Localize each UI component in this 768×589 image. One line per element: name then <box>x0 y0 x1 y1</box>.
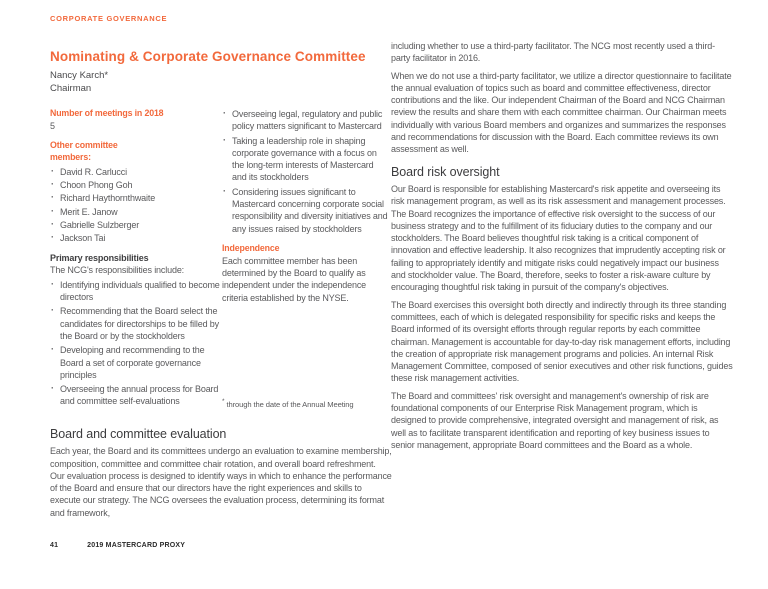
evaluation-section-heading: Board and committee evaluation <box>50 427 227 441</box>
meetings-count: 5 <box>50 120 55 131</box>
responsibility-item: · Overseeing the annual process for Board and committee self-evaluations <box>50 383 220 408</box>
meetings-heading: Number of meetings in 2018 <box>50 108 164 118</box>
responsibility-item: · Considering issues significant to Mastercard concerning corporate social responsibility and diversity initiatives and any issues raised by stockholders <box>222 186 388 235</box>
responsibility-item: · Developing and recommending to the Board a set of corporate governance principles <box>50 344 220 381</box>
section-eyebrow: CORPORATE GOVERNANCE <box>50 14 168 23</box>
responsibilities-list-col1 <box>50 279 220 408</box>
members-heading: Other committee members: <box>50 140 118 162</box>
member-item: · Jackson Tai <box>50 232 220 244</box>
evaluation-section <box>50 428 392 524</box>
responsibility-item: · Identifying individuals qualified to become directors <box>50 279 220 304</box>
footnote-marker: * <box>222 398 225 405</box>
risk-paragraph: The Board exercises this oversight both directly and indirectly through its three standing committees, each of which is delegated responsibility for specific risks and keeps the Board informed of its oversight efforts through regular reports by each committee chairman. Management is accountable for day-to-day risk management efforts, including the creation of appropriate risk management programs and policies. An internal Risk Management Committee, composed of senior executives and other risk functions, guides these risk management activities. <box>391 299 733 384</box>
responsibility-item: · Taking a leadership role in shaping corporate governance with a focus on the long-term interests of Mastercard and its stockholders <box>222 135 388 184</box>
risk-paragraph: The Board and committees' risk oversight and management's ownership of risk are foundational components of our Enterprise Risk Management program, which is designed to provide comprehensive, integrated oversight and management of risk, as well as to facilitate transparent identification and reporting of key business issues to senior management, appropriate Board committees and the Board as a whole. <box>391 390 719 450</box>
committee-title-block <box>50 49 390 95</box>
page-number: 41 <box>50 542 59 549</box>
evaluation-continued-paragraph: When we do not use a third-party facilitator, we utilize a director questionnaire to facilitate the annual evaluation of topics such as board and committee effectiveness, director contributions and the like. Our independent Chairman of the Board and NCG Chairman review the results and share them with each committee chairman. Our Chairman meets individually with various Board members and organizes and summarizes the responses and recommendations for discussion with the Board. Each committee reviews its own assessment as well. <box>391 70 732 155</box>
member-item: · Gabrielle Sulzberger <box>50 219 220 231</box>
chair-title: Chairman <box>50 82 92 94</box>
page-footer <box>50 542 185 549</box>
chair-name: Nancy Karch* <box>50 70 109 81</box>
responsibility-item: · Overseeing legal, regulatory and public policy matters significant to Mastercard <box>222 108 388 133</box>
responsibilities-intro: The NCG's responsibilities include: <box>50 265 185 276</box>
member-item: · Richard Haythornthwaite <box>50 192 220 204</box>
committee-details-column <box>222 106 388 304</box>
members-list <box>50 166 220 245</box>
main-text-column <box>391 40 734 456</box>
risk-section-heading: Board risk oversight <box>391 164 500 179</box>
footnote <box>222 398 392 409</box>
independence-heading: Independence <box>222 242 280 253</box>
footer-label: 2019 MASTERCARD PROXY <box>87 542 186 549</box>
evaluation-continued-paragraph: including whether to use a third-party facilitator. The NCG most recently used a third-party facilitator in 2016. <box>391 41 715 64</box>
independence-text: Each committee member has been determined by the Board to qualify as independent under the independence criteria established by the NYSE. <box>222 255 367 303</box>
responsibilities-heading: Primary responsibilities <box>50 253 149 264</box>
responsibilities-list-col2 <box>222 108 388 235</box>
risk-paragraph: Our Board is responsible for establishing Mastercard's risk appetite and overseeing its risk management program, as well as its risk assessment and management processes. The Board recognizes the importance of effective risk oversight to the success of our business strategy and to the fulfillment of its fiduciary duties to the company and our stockholders. The Board believes thoughtful risk taking is a critical component of innovation and effective leadership. It also recognizes that imprudently accepting risk or failing to appropriately identify and mitigate risks could negatively impact our business and stockholder value. The Board, therefore, seeks to foster a risk-aware culture by encouraging thoughtful risk taking in pursuit of the company's objectives. <box>391 183 726 293</box>
member-item: · Choon Phong Goh <box>50 179 220 191</box>
footnote-text: through the date of the Annual Meeting <box>226 400 354 409</box>
committee-facts-column <box>50 108 220 410</box>
responsibility-item: · Recommending that the Board select the candidates for directorships to be filled by the Board or by the stockholders <box>50 305 220 342</box>
member-item: · Merit E. Janow <box>50 206 220 218</box>
evaluation-paragraph: Each year, the Board and its committees undergo an evaluation to examine membership, composition, committee and committee chair rotation, and overall board refreshment. Our evaluation process is designed to identify ways in which to enhance the performance of the Board and ensure that our directors have the right experiences and skills to execute our strategy. The NCG oversees the evaluation process, determining its format and framework, <box>50 446 392 518</box>
committee-title: Nominating & Corporate Governance Committee <box>50 49 366 64</box>
member-item: · David R. Carlucci <box>50 166 220 178</box>
